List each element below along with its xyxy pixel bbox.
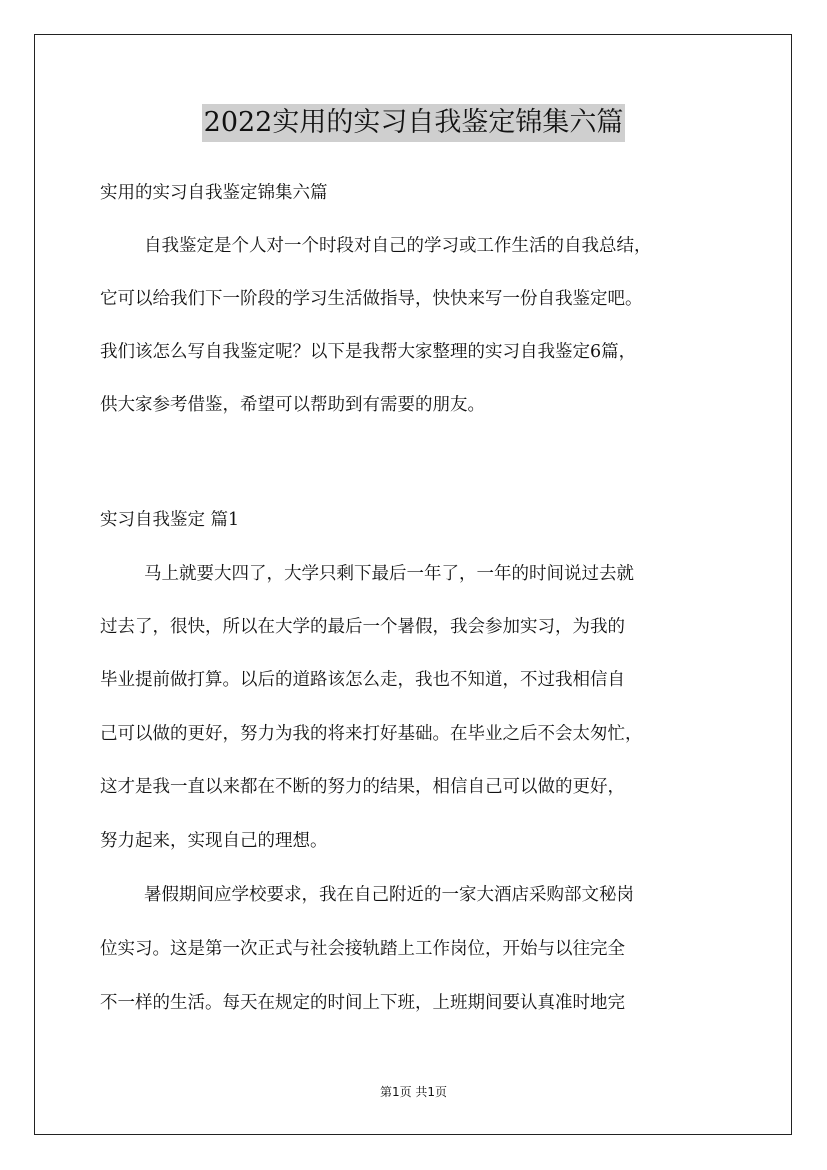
intro-line: 供大家参考借鉴，希望可以帮助到有需要的朋友。 <box>100 395 485 415</box>
intro-line: 自我鉴定是个人对一个时段对自己的学习或工作生活的自我总结， <box>144 236 652 256</box>
para2-line: 位实习。这是第一次正式与社会接轨踏上工作岗位，开始与以往完全 <box>100 939 625 959</box>
document-title: 2022实用的实习自我鉴定锦集六篇 <box>202 104 626 142</box>
para1-line: 马上就要大四了，大学只剩下最后一年了，一年的时间说过去就 <box>144 564 634 584</box>
para1-line: 过去了，很快，所以在大学的最后一个暑假，我会参加实习，为我的 <box>100 617 625 637</box>
intro-line: 它可以给我们下一阶段的学习生活做指导，快快来写一份自我鉴定吧。 <box>100 289 643 309</box>
intro-line: 我们该怎么写自我鉴定呢？以下是我帮大家整理的实习自我鉴定6篇， <box>100 342 637 362</box>
para2-line: 不一样的生活。每天在规定的时间上下班，上班期间要认真准时地完 <box>100 993 625 1013</box>
subtitle: 实用的实习自我鉴定锦集六篇 <box>100 183 328 203</box>
para1-line: 努力起来，实现自己的理想。 <box>100 831 328 851</box>
para1-line: 这才是我一直以来都在不断的努力的结果，相信自己可以做的更好， <box>100 777 625 797</box>
section-heading: 实习自我鉴定 篇1 <box>100 510 240 530</box>
document-title-wrap <box>0 104 827 142</box>
para2-line: 暑假期间应学校要求，我在自己附近的一家大酒店采购部文秘岗 <box>144 885 634 905</box>
page-footer: 第1页 共1页 <box>379 1085 448 1099</box>
para1-line: 毕业提前做打算。以后的道路该怎么走，我也不知道，不过我相信自 <box>100 670 625 690</box>
para1-line: 己可以做的更好，努力为我的将来打好基础。在毕业之后不会太匆忙， <box>100 724 643 744</box>
